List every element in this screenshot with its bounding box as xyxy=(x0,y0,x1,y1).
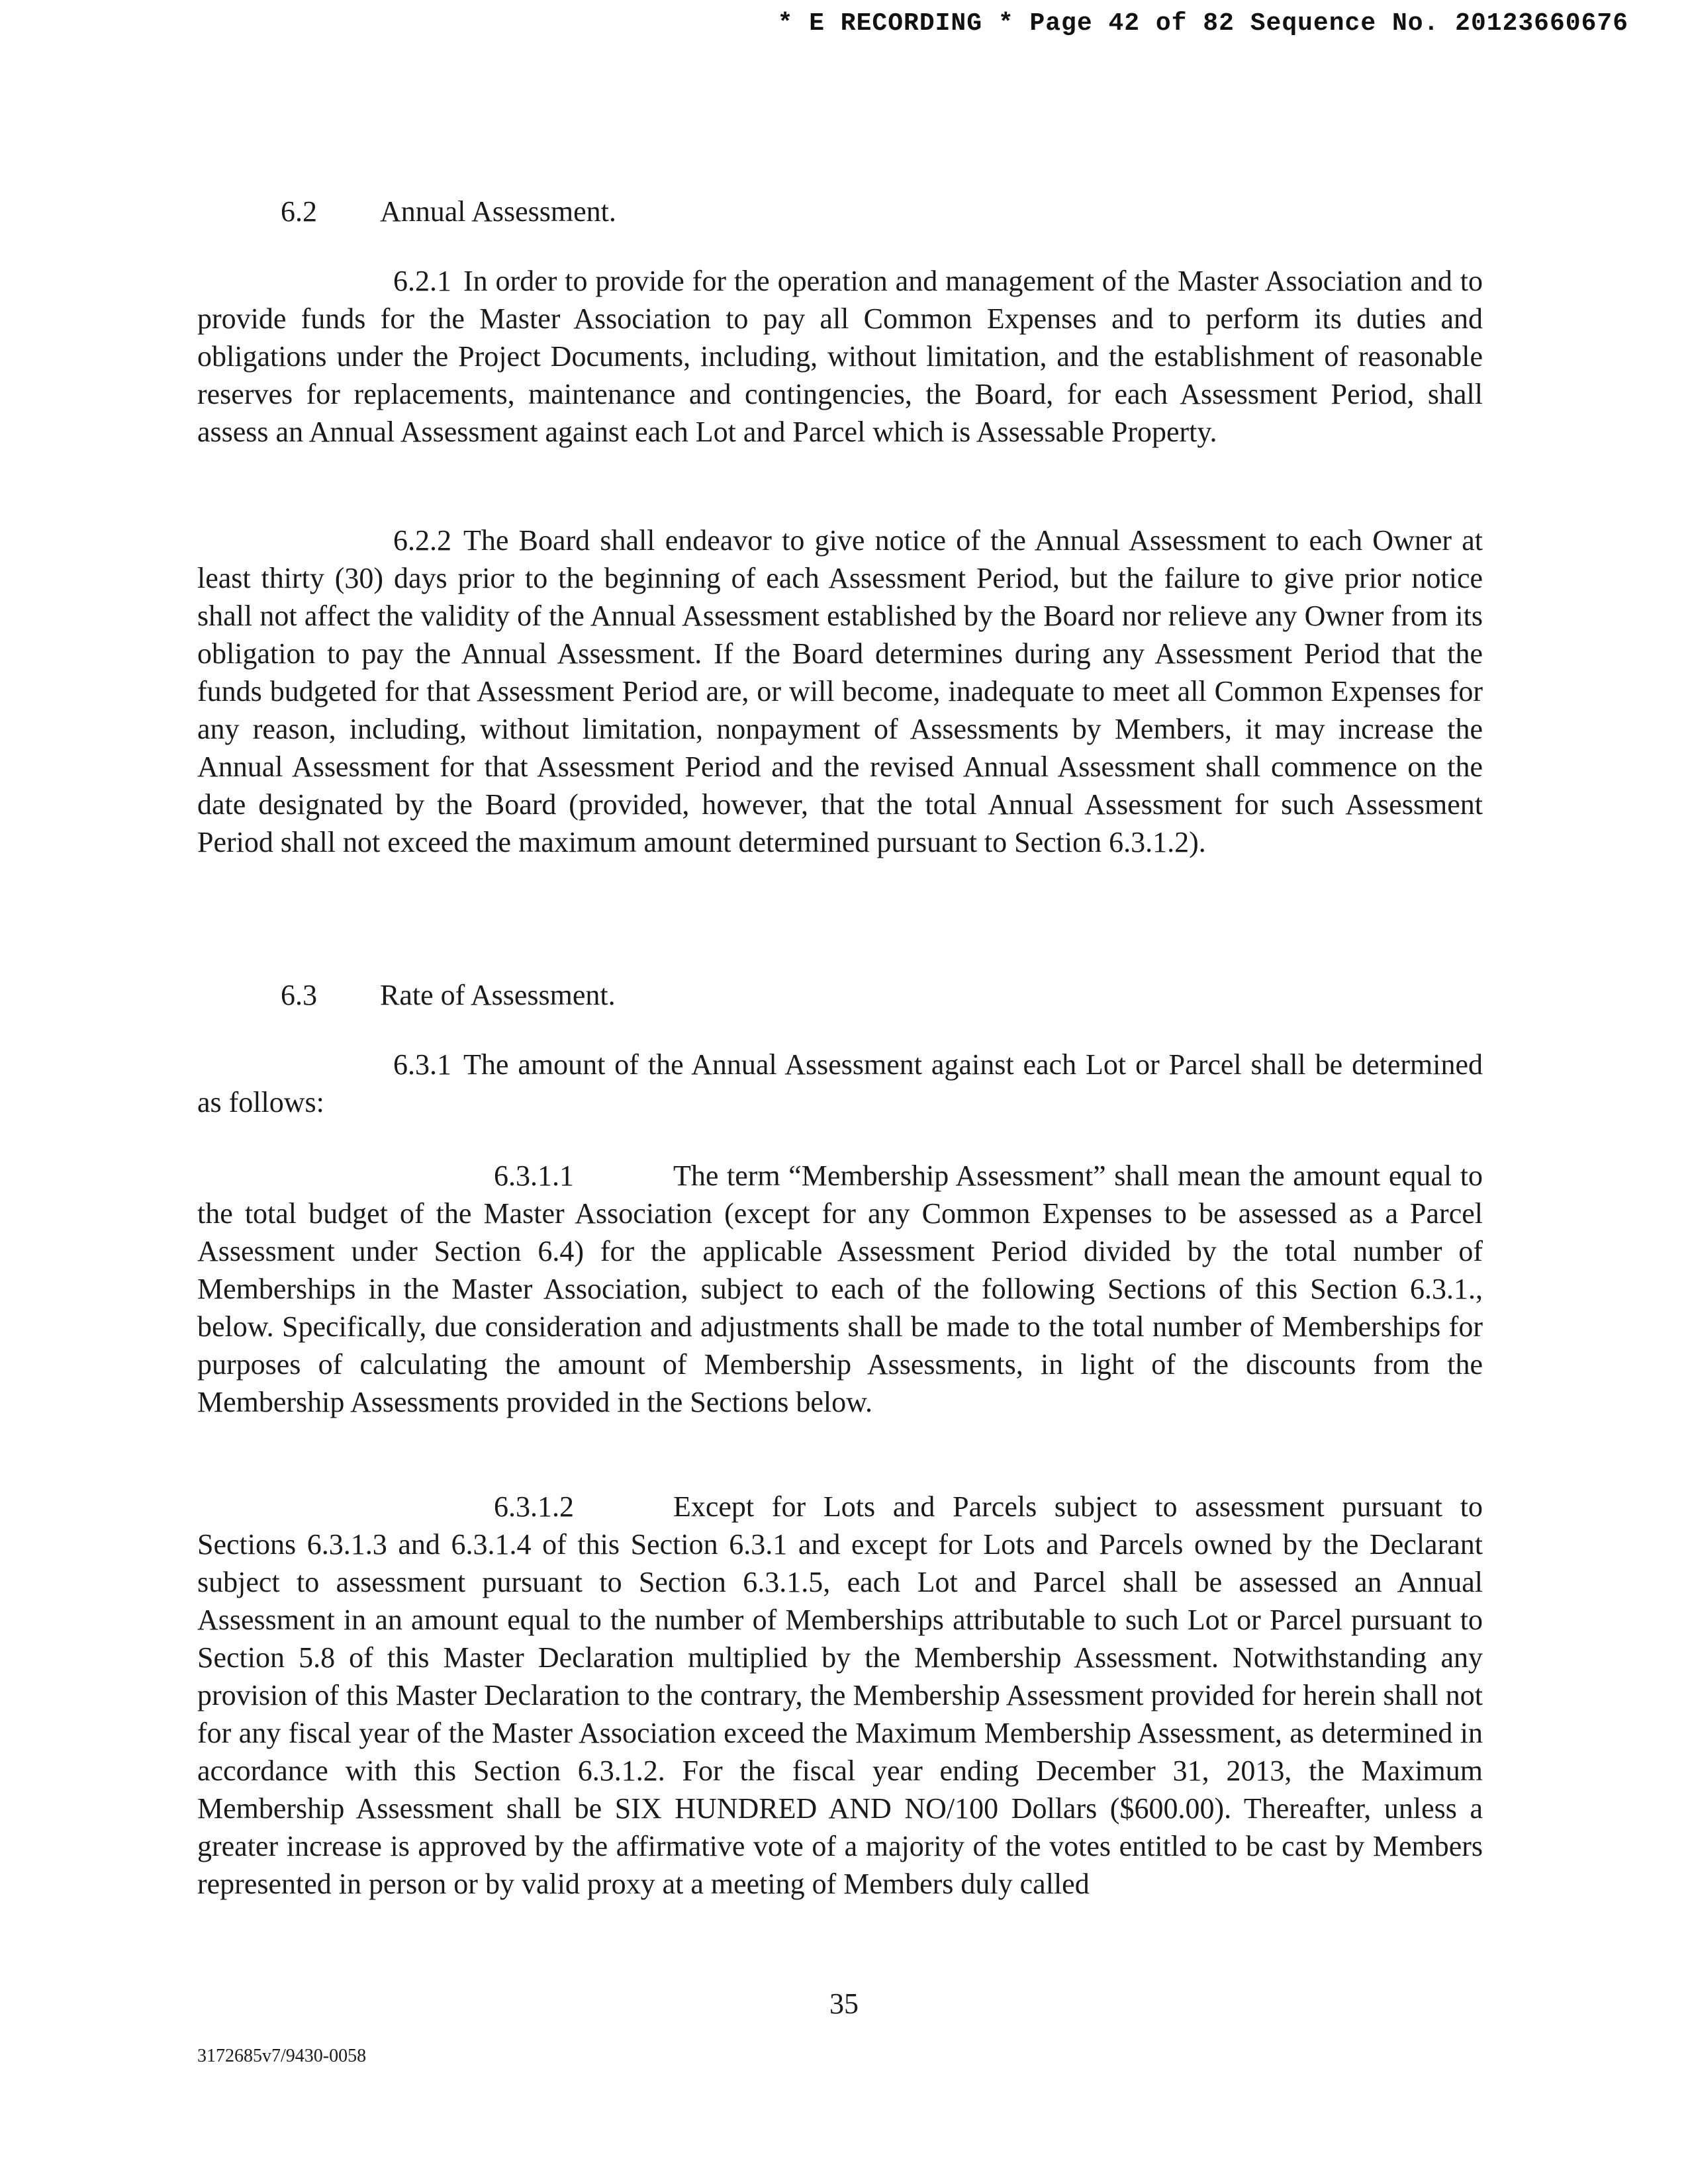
recording-stamp: * E RECORDING * Page 42 of 82 Sequence No. 20123660676 xyxy=(777,9,1628,38)
section-number: 6.2.1 xyxy=(393,265,451,297)
section-number: 6.2.2 xyxy=(393,524,451,557)
page-number: 35 xyxy=(829,1987,859,2020)
paragraph-text: Except for Lots and Parcels subject to assessment pursuant to Sections 6.3.1.3 and 6.3.1.4 of this Section 6.3.1 and except for Lots and Parcels owned by the Declarant subject to assessment pursuant to Section 6.3.1.5, each Lot and Parcel shall be assessed an Annual Assessment in an amount equal to the number of Memberships attributable to such Lot or Parcel pursuant to Section 5.8 of this Master Declaration multiplied by the Membership Assessment. Notwithstanding any provision of this Master Declaration to the contrary, the Membership Assessment provided for herein shall not for any fiscal year of the Master Association exceed the Maximum Membership Assessment, as determined in accordance with this Section 6.3.1.2. For the fiscal year ending December 31, 2013, the Maximum Membership Assessment shall be SIX HUNDRED AND NO/100 Dollars ($600.00). Thereafter, unless a greater increase is approved by the affirmative vote of a majority of the votes entitled to be cast by Members represented in person or by valid proxy at a meeting of Members duly called xyxy=(197,1490,1483,1900)
section-title: Annual Assessment. xyxy=(380,195,616,228)
section-number: 6.3.1 xyxy=(393,1048,451,1081)
paragraph-6-3-1 xyxy=(197,1046,1483,1121)
paragraph-6-3-1-2 xyxy=(197,1488,1483,1903)
paragraph-text: The amount of the Annual Assessment against each Lot or Parcel shall be determined as follows: xyxy=(197,1048,1483,1118)
section-title: Rate of Assessment. xyxy=(380,979,616,1011)
section-heading-6-3 xyxy=(281,977,616,1014)
paragraph-text: In order to provide for the operation and management of the Master Association and to provide funds for the Master Association to pay all Common Expenses and to perform its duties and obligations under the Project Documents, including, without limitation, and the establishment of reasonable reserves for replacements, maintenance and contingencies, the Board, for each Assessment Period, shall assess an Annual Assessment against each Lot and Parcel which is Assessable Property. xyxy=(197,265,1483,448)
section-number: 6.3 xyxy=(281,979,317,1011)
paragraph-6-3-1-1 xyxy=(197,1157,1483,1421)
paragraph-6-2-1 xyxy=(197,262,1483,451)
section-heading-6-2 xyxy=(281,193,616,230)
section-number: 6.2 xyxy=(281,195,317,228)
document-id: 3172685v7/9430-0058 xyxy=(197,2046,367,2066)
section-number: 6.3.1.1 xyxy=(494,1160,574,1192)
section-number: 6.3.1.2 xyxy=(494,1490,574,1523)
paragraph-text: The term “Membership Assessment” shall mean the amount equal to the total budget of the Master Association (except for any Common Expenses to be assessed as a Parcel Assessment under Section 6.4) for the applicable Assessment Period divided by the total number of Memberships in the Master Association, subject to each of the following Sections of this Section 6.3.1., below. Specifically, due consideration and adjustments shall be made to the total number of Memberships for purposes of calculating the amount of Membership Assessments, in light of the discounts from the Membership Assessments provided in the Sections below. xyxy=(197,1160,1483,1418)
paragraph-text: The Board shall endeavor to give notice of the Annual Assessment to each Owner at least thirty (30) days prior to the beginning of each Assessment Period, but the failure to give prior notice shall not affect the validity of the Annual Assessment established by the Board nor relieve any Owner from its obligation to pay the Annual Assessment. If the Board determines during any Assessment Period that the funds budgeted for that Assessment Period are, or will become, inadequate to meet all Common Expenses for any reason, including, without limitation, nonpayment of Assessments by Members, it may increase the Annual Assessment for that Assessment Period and the revised Annual Assessment shall commence on the date designated by the Board (provided, however, that the total Annual Assessment for such Assessment Period shall not exceed the maximum amount determined pursuant to Section 6.3.1.2). xyxy=(197,524,1483,858)
paragraph-6-2-2 xyxy=(197,522,1483,861)
